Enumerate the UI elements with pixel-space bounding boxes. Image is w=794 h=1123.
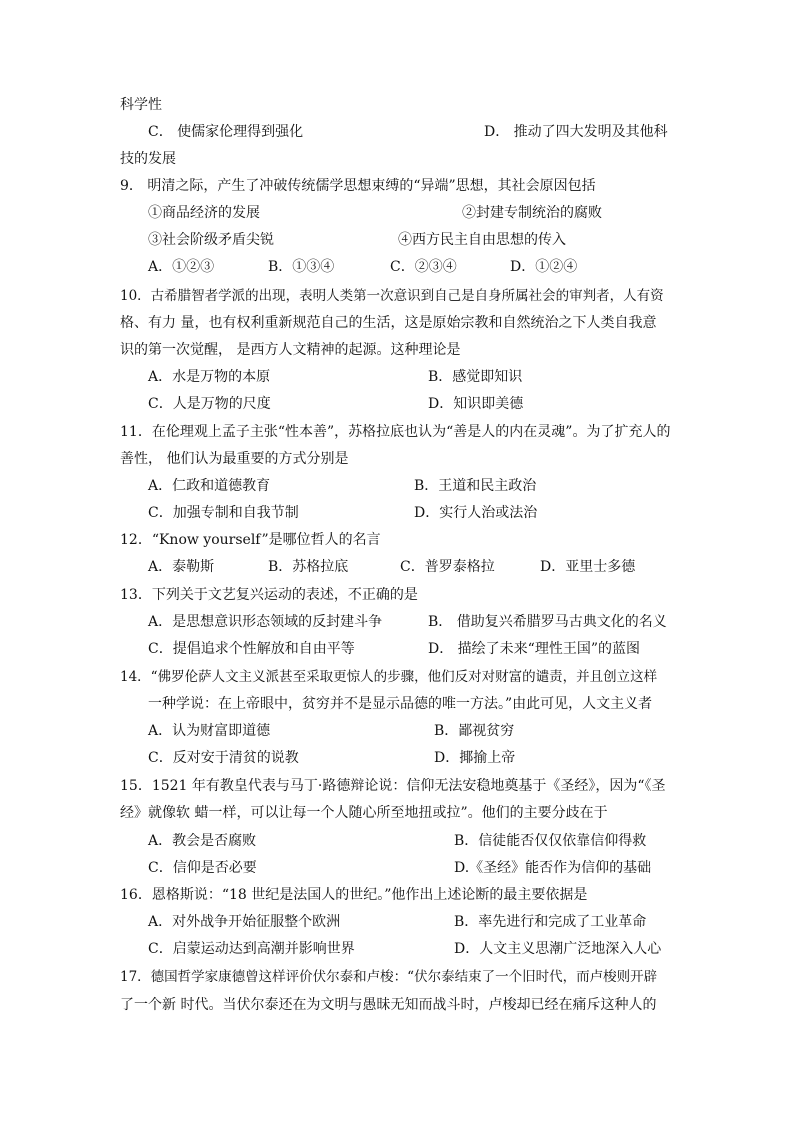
q10-option-d: D．知识即美德 bbox=[428, 396, 524, 412]
q17-stem-line-2: 了一个新 时代。当伏尔泰还在为文明与愚昧无知而战斗时，卢梭却已经在痛斥这种人的 bbox=[120, 997, 657, 1013]
q15-option-a: A．教会是否腐败 bbox=[148, 833, 257, 849]
q9-option-d: D．①②④ bbox=[510, 259, 578, 275]
q15-stem-line-1: 15．1521 年有教皇代表与马丁·路德辩论说：信仰无法安稳地奠基于《圣经》，因为“《圣 bbox=[120, 778, 666, 794]
q14-option-d: D．揶揄上帝 bbox=[434, 750, 516, 766]
q12-option-d: D．亚里士多德 bbox=[540, 559, 636, 575]
q10-stem-line-2: 格、有力 量，也有权利重新规范自己的生活，这是原始宗教和自然统治之下人类自我意 bbox=[120, 315, 657, 331]
q12-option-b: B．苏格拉底 bbox=[268, 559, 349, 575]
q12-option-c: C．普罗泰格拉 bbox=[400, 559, 495, 575]
q11-option-c: C．加强专制和自我节制 bbox=[148, 505, 299, 521]
q13-stem: 13．下列关于文艺复兴运动的表述，不正确的是 bbox=[120, 587, 418, 603]
q10-option-c: C．人是万物的尺度 bbox=[148, 396, 271, 412]
q16-stem: 16．恩格斯说：“18 世纪是法国人的世纪。”他作出上述论断的最主要依据是 bbox=[120, 887, 588, 903]
q15-option-c: C．信仰是否必要 bbox=[148, 860, 257, 876]
q14-option-b: B．鄙视贫穷 bbox=[434, 723, 515, 739]
q14-stem-line-1: 14．“佛罗伦萨人文主义派甚至采取更惊人的步骤，他们反对对财富的谴责，并且创立这样 bbox=[120, 669, 658, 685]
q11-option-d: D．实行人治或法治 bbox=[414, 505, 538, 521]
q8-option-d-continuation: 技的发展 bbox=[120, 151, 176, 167]
q14-option-c: C．反对安于清贫的说教 bbox=[148, 750, 299, 766]
q13-option-b: B． 借助复兴希腊罗马古典文化的名义 bbox=[428, 614, 667, 630]
q10-option-a: A．水是万物的本原 bbox=[148, 369, 271, 385]
q15-stem-line-2: 经》就像软 蜡一样，可以让每一个人随心所至地扭或拉”。他们的主要分歧在于 bbox=[120, 805, 608, 821]
q16-option-a: A．对外战争开始征服整个欧洲 bbox=[148, 914, 341, 930]
q11-option-a: A．仁政和道德教育 bbox=[148, 478, 271, 494]
q9-option-a: A．①②③ bbox=[148, 259, 215, 275]
q9-item-1: ①商品经济的发展 bbox=[148, 205, 260, 221]
q15-option-d: D.《圣经》能否作为信仰的基础 bbox=[454, 860, 652, 876]
q10-stem-line-3: 识的第一次觉醒， 是西方人文精神的起源。这种理论是 bbox=[120, 342, 461, 358]
q9-stem: 9． 明清之际，产生了冲破传统儒学思想束缚的“异端”思想，其社会原因包括 bbox=[120, 178, 596, 194]
q11-option-b: B．王道和民主政治 bbox=[414, 478, 537, 494]
q16-option-d: D．人文主义思潮广泛地深入人心 bbox=[454, 941, 662, 957]
q10-stem-line-1: 10．古希腊智者学派的出现，表明人类第一次意识到自己是自身所属社会的审判者，人有资 bbox=[120, 288, 664, 304]
q13-option-c: C．提倡追求个性解放和自由平等 bbox=[148, 641, 355, 657]
q9-option-c: C．②③④ bbox=[390, 259, 457, 275]
q8-option-d: D． 推动了四大发明及其他科 bbox=[484, 124, 668, 140]
q9-option-b: B．①③④ bbox=[268, 259, 335, 275]
q11-stem-line-2: 善性， 他们认为最重要的方式分别是 bbox=[120, 451, 349, 467]
q12-option-a: A．泰勒斯 bbox=[148, 559, 215, 575]
q17-stem-line-1: 17．德国哲学家康德曾这样评价伏尔泰和卢梭：“伏尔泰结束了一个旧时代，而卢梭则开辟 bbox=[120, 969, 658, 985]
q16-option-c: C．启蒙运动达到高潮并影响世界 bbox=[148, 941, 355, 957]
q13-option-a: A．是思想意识形态领域的反封建斗争 bbox=[148, 614, 383, 630]
q13-option-d: D． 描绘了未来“理性王国”的蓝图 bbox=[428, 641, 640, 657]
q9-item-3: ③社会阶级矛盾尖锐 bbox=[148, 232, 274, 248]
q11-stem-line-1: 11．在伦理观上孟子主张“性本善”，苏格拉底也认为“善是人的内在灵魂”。为了扩充人的 bbox=[120, 424, 671, 440]
q12-stem: 12．“Know yourself”是哪位哲人的名言 bbox=[120, 532, 381, 548]
q15-option-b: B．信徒能否仅仅依靠信仰得救 bbox=[454, 833, 647, 849]
q14-option-a: A．认为财富即道德 bbox=[148, 723, 271, 739]
q8-option-c: C． 使儒家伦理得到强化 bbox=[148, 124, 304, 140]
q14-stem-line-2: 一种学说：在上帝眼中，贫穷并不是显示品德的唯一方法。”由此可见，人文主义者 bbox=[148, 696, 653, 712]
line-continuation-science: 科学性 bbox=[120, 97, 162, 113]
q10-option-b: B．感觉即知识 bbox=[428, 369, 523, 385]
q9-item-4: ④西方民主自由思想的传入 bbox=[398, 232, 566, 248]
q9-item-2: ②封建专制统治的腐败 bbox=[462, 205, 602, 221]
q16-option-b: B．率先进行和完成了工业革命 bbox=[454, 914, 647, 930]
